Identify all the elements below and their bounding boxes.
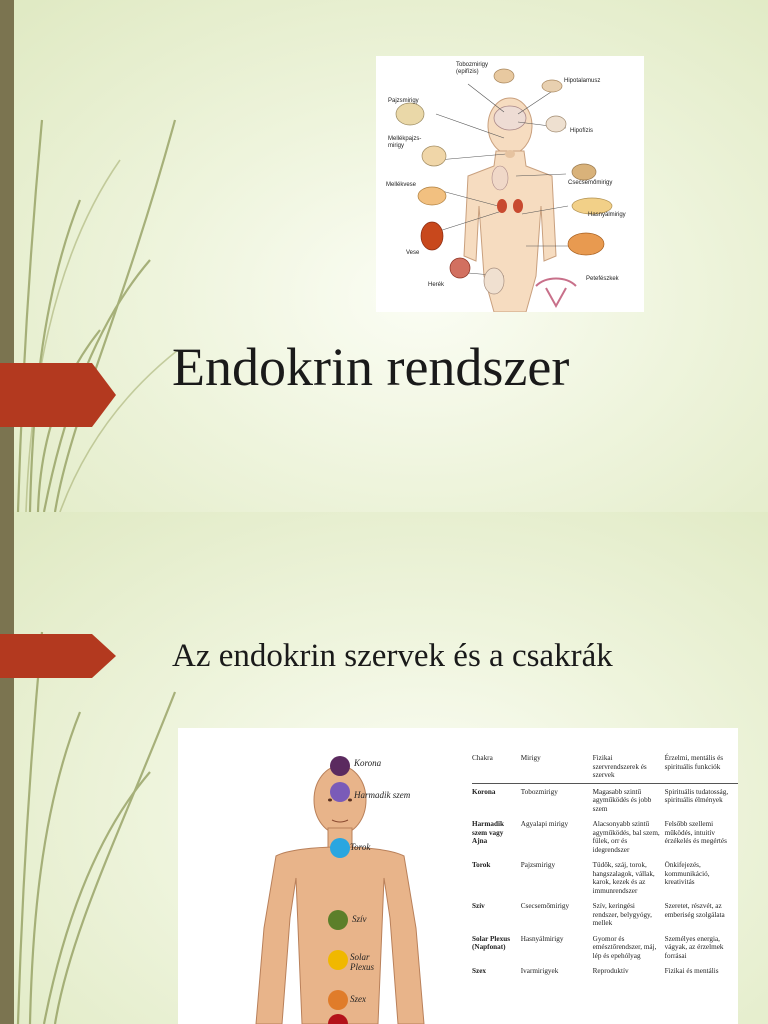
header-fizikai: Fizikai szervrendszerek és szervek <box>593 754 665 783</box>
cell: Pajzsmirigy <box>520 861 556 869</box>
chakra-dot-harmadik-szem <box>330 782 350 802</box>
cell: Reproduktív <box>592 967 629 975</box>
accent-arrow <box>0 634 118 678</box>
table-row <box>472 857 738 898</box>
cell: Szív <box>472 902 485 910</box>
cell: Solar Plexus (Napfonat) <box>472 934 511 951</box>
chakra-dot-solar-plexus <box>328 950 348 970</box>
cell: Szív, keringési rendszer, belygyógy, mellek <box>592 902 652 927</box>
cell: Gyomor és emésztőrendszer, máj, lép és epehólyag <box>592 934 657 960</box>
header-mirigy: Mirigy <box>521 754 593 783</box>
label-petefeszkek: Petefészkek <box>586 276 619 282</box>
slide-subtitle: Az endokrin szervek és a csakrák <box>172 638 613 674</box>
table-row <box>472 783 738 816</box>
label-hipofizis: Hipofízis <box>570 128 594 134</box>
chakra-label-szex: Szex <box>350 994 366 1004</box>
chakra-label-solar-plexus: Solar Plexus <box>350 952 374 972</box>
label-pajzsmirigy: Pajzsmirigy <box>388 98 419 104</box>
label-mellekpajzsmirigy: Mellékpajzs- mirigy <box>388 136 422 149</box>
cell: Szeretet, részvét, az emberiség szolgálata <box>664 902 725 919</box>
cell: Csecsemőmirigy <box>520 902 570 910</box>
label-csecsemomirigy: Csecsemőmirigy <box>568 180 613 186</box>
slide-title: Endokrin rendszer <box>172 337 570 397</box>
grass-decoration <box>0 0 180 512</box>
table-row <box>472 898 738 931</box>
chakra-label-harmadik-szem: Harmadik szem <box>354 790 411 800</box>
table-header-row <box>472 754 738 783</box>
label-hasnyalmirigy: Hasnyálmirigy <box>588 212 626 218</box>
cell: Tüdők, száj, torok, hangszalagok, vállak, karok, kezek és az immunrendszer <box>592 861 655 895</box>
chakra-dot-korona <box>330 756 350 776</box>
table-row <box>472 963 738 979</box>
chakra-dot-sziv <box>328 910 348 930</box>
chakra-dot-szex <box>328 990 348 1010</box>
header-chakra: Chakra <box>472 754 521 783</box>
label-herek: Herék <box>428 282 445 288</box>
cell: Önkifejezés, kommunikáció, kreativitás <box>664 861 710 886</box>
chakra-label-sziv: Szív <box>352 914 367 924</box>
cell: Korona <box>472 787 496 796</box>
slide-endokrin-csakrak <box>0 512 768 1024</box>
label-mellekvese: Mellékvese <box>386 182 417 188</box>
table-row <box>472 816 738 857</box>
header-erzelmi: Érzelmi, mentális és spirituális funkciók <box>665 754 738 783</box>
cell: Hasnyálmirigy <box>520 934 564 943</box>
endocrine-system-diagram <box>376 56 644 312</box>
human-body-figure <box>178 728 468 1024</box>
cell: Harmadik szem vagy Ajna <box>472 820 504 845</box>
table-row <box>472 931 738 964</box>
cell: Fizikai és mentális <box>664 967 719 975</box>
cell: Személyes energia, vágyak, az érzelmek forrásai <box>664 934 724 960</box>
label-hipotalamusz: Hipotalamusz <box>564 78 601 84</box>
cell: Agyalapi mirigy <box>520 820 569 828</box>
chakra-table-figure <box>178 728 738 1024</box>
label-tobozmirigy: Tobozmirigy (epifízis) <box>456 62 489 75</box>
cell: Felsőbb szellemi működés, intuitív érzékelés és megértés <box>664 820 727 845</box>
cell: Szex <box>472 967 486 975</box>
cell: Spirituális tudatosság, spirituális élmények <box>664 787 729 804</box>
grass-decoration <box>0 512 180 1024</box>
cell: Tobozmirigy <box>520 787 558 796</box>
cell: Ivarmirigyek <box>520 967 559 975</box>
chakra-label-korona: Korona <box>354 758 382 768</box>
cell: Torok <box>472 861 491 869</box>
accent-arrow <box>0 363 118 427</box>
label-vese: Vese <box>406 250 420 256</box>
chakra-table <box>472 754 738 979</box>
chakra-label-torok: Torok <box>350 842 371 852</box>
chakra-dot-torok <box>330 838 350 858</box>
cell: Alacsonyabb szintű agyműködés, bal szem, fülek, orr és idegrendszer <box>592 820 660 854</box>
cell: Magasabb szintű agyműködés és jobb szem <box>592 787 652 813</box>
